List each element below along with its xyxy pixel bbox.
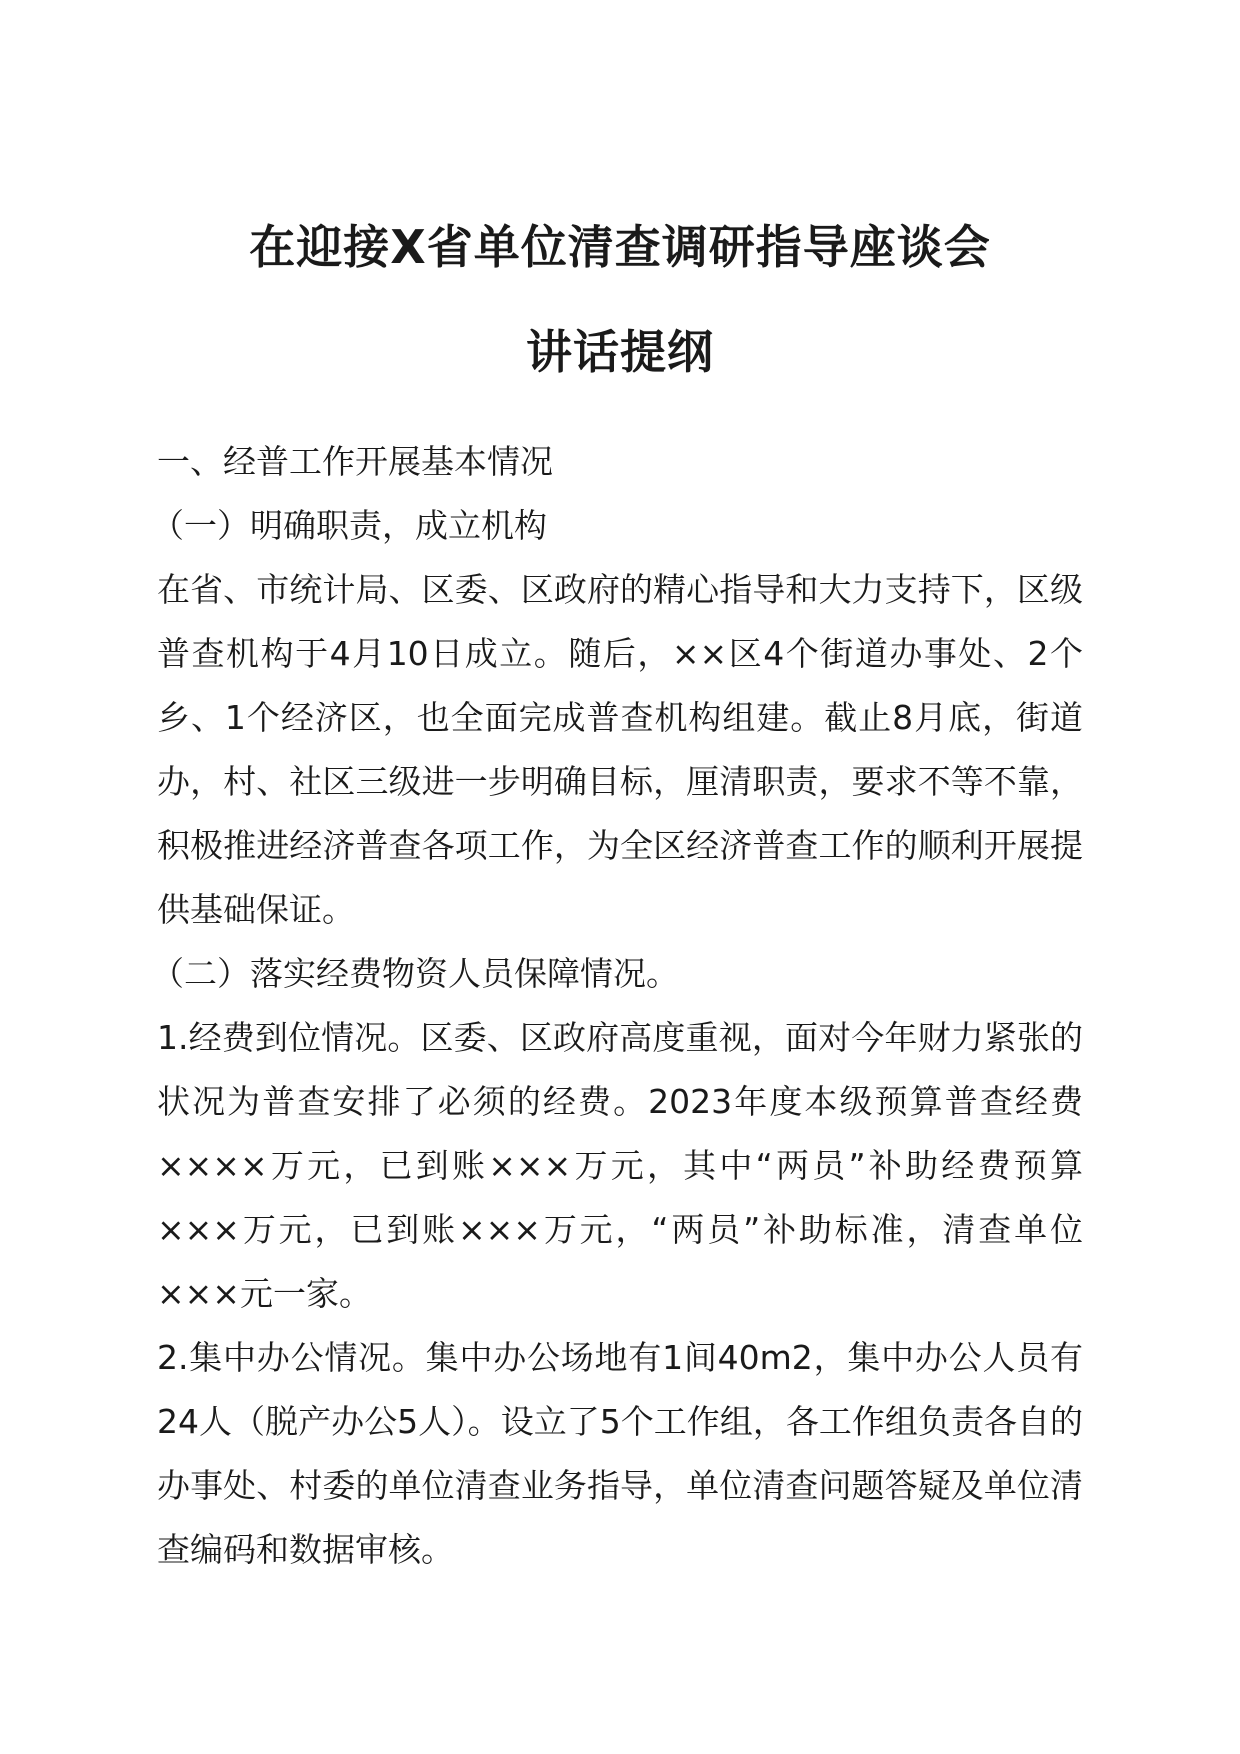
- paragraph-office: 2.集中办公情况。集中办公场地有1间40m2，集中办公人员有24人（脱产办公5人）。设立了5个工作组，各工作组负责各自的办事处、村委的单位清查业务指导，单位清查问题答疑及单位清查编码和数据审核。: [157, 1338, 1083, 1569]
- section-heading-1: 一、经普工作开展基本情况: [157, 442, 553, 481]
- subsection-heading-2: （二）落实经费物资人员保障情况。: [151, 954, 679, 993]
- subsection-heading-1: （一）明确职责，成立机构: [151, 506, 547, 545]
- paragraph-organization: 在省、市统计局、区委、区政府的精心指导和大力支持下，区级普查机构于4月10日成立。随后，××区4个街道办事处、2个乡、1个经济区，也全面完成普查机构组建。截止8月底，街道办，村、社区三级进一步明确目标，厘清职责，要求不等不靠，积极推进经济普查各项工作，为全区经济普查工作的顺利开展提供基础保证。: [157, 570, 1083, 929]
- document-title-line2: 讲话提纲: [526, 325, 714, 379]
- document-title-line1: 在迎接X省单位清查调研指导座谈会: [249, 220, 991, 274]
- document-body: [151, 430, 1083, 1582]
- paragraph-funding: 1.经费到位情况。区委、区政府高度重视，面对今年财力紧张的状况为普查安排了必须的经费。2023年度本级预算普查经费××××万元，已到账×××万元，其中“两员”补助经费预算×××万元，已到账×××万元，“两员”补助标准，清查单位×××元一家。: [157, 1018, 1083, 1313]
